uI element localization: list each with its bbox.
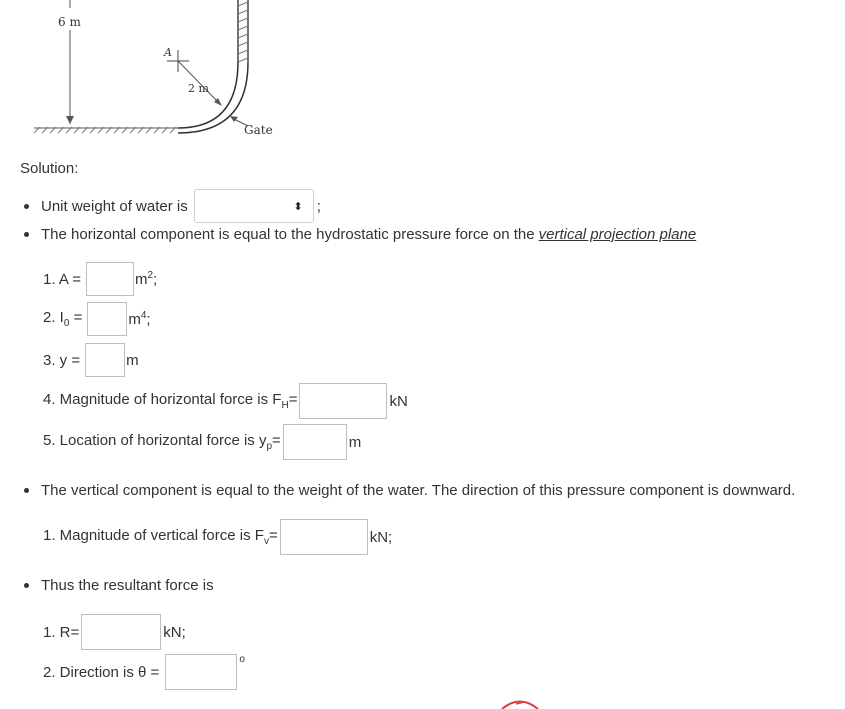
bullet-horizontal (20, 226, 696, 243)
bullet-text: The vertical component is equal to the weight of the water. The direction of this pressure component is downward. (41, 482, 796, 499)
unit: $m^4$; (128, 310, 151, 328)
gate-curve (178, 62, 238, 128)
unit: $m^2$; (134, 270, 158, 288)
step-label: 5. Location of horizontal force is $y_p=$ (43, 432, 281, 452)
horizontal-location-input[interactable] (283, 424, 347, 460)
step-vertical-force (43, 519, 392, 555)
vertical-force-input[interactable] (280, 519, 368, 555)
step-inertia (43, 302, 151, 336)
bullet-unit-weight (20, 188, 321, 224)
step-label: 1. A = (43, 270, 81, 288)
label-a: A (164, 46, 172, 59)
step-label: 1. Magnitude of vertical force is $F_v=$ (43, 527, 278, 547)
wall-hatch (238, 2, 248, 62)
unit-weight-select[interactable] (194, 189, 314, 223)
unit: kN; (369, 528, 393, 546)
degree-symbol: o (239, 654, 245, 665)
step-label: 2. $I_0$ = (43, 309, 83, 329)
bullet-dot (24, 232, 29, 237)
bullet-dot (24, 204, 29, 209)
step-area (43, 262, 157, 296)
inertia-input[interactable] (87, 302, 127, 336)
bullet-suffix: ; (316, 197, 321, 215)
bullet-vertical (20, 482, 795, 499)
y-input[interactable] (85, 343, 125, 377)
unit: kN (389, 392, 408, 410)
bullet-dot (24, 488, 29, 493)
step-label: 3. y = (43, 351, 81, 369)
sort-arrows-icon: ⬍ (293, 200, 303, 213)
direction-input[interactable] (165, 654, 237, 690)
label-2m: 2 m (188, 82, 209, 95)
area-input[interactable] (86, 262, 134, 296)
gate-diagram (0, 0, 845, 150)
label-gate: Gate (244, 123, 273, 137)
vertical-projection-link[interactable]: vertical projection plane (538, 226, 697, 243)
bullet-text: The horizontal component is equal to the hydrostatic pressure force on the (41, 226, 535, 243)
horizontal-force-input[interactable] (299, 383, 387, 419)
unit: m (126, 351, 139, 369)
bullet-text: Unit weight of water is (41, 197, 188, 215)
step-y (43, 343, 139, 377)
label-6m: 6 m (58, 15, 81, 29)
step-horizontal-force (43, 383, 408, 419)
bullet-resultant (20, 577, 214, 594)
step-horizontal-location (43, 424, 361, 460)
step-label: 2. Direction is θ = (43, 663, 160, 681)
brand-badge-icon (498, 696, 542, 709)
bullet-dot (24, 583, 29, 588)
bullet-text: Thus the resultant force is (41, 577, 214, 594)
step-label: 4. Magnitude of horizontal force is $F_H=$ (43, 391, 298, 411)
step-direction (43, 654, 245, 690)
unit: m (348, 433, 362, 451)
step-label: 1. R= (43, 623, 80, 641)
step-resultant (43, 614, 186, 650)
unit: kN; (163, 623, 186, 641)
resultant-input[interactable] (81, 614, 161, 650)
solution-label: Solution: (20, 160, 79, 177)
